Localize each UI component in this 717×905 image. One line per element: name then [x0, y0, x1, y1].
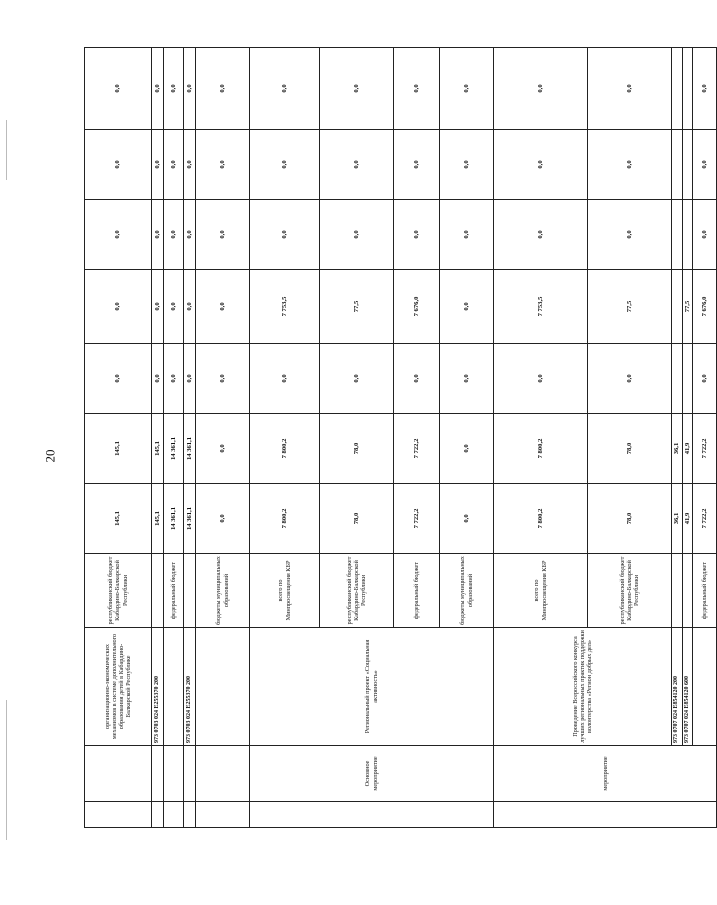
cell-value: 7 722,2 [394, 484, 440, 554]
cell-blank [184, 554, 196, 628]
cell-value: 0,0 [320, 200, 394, 270]
cell-value: 7 800,2 [494, 414, 588, 484]
cell-value: 78,0 [320, 484, 394, 554]
table-row [196, 48, 250, 828]
cell-value: 0,0 [196, 48, 250, 130]
cell-blank [164, 628, 184, 746]
cell-value: 7 753,5 [250, 270, 320, 344]
scan-artifact [6, 700, 7, 840]
cell-value: 7 722,2 [394, 414, 440, 484]
cell-value: 14 361,1 [164, 414, 184, 484]
cell-value: 0,0 [250, 130, 320, 200]
table-body [85, 48, 717, 828]
cell-value [672, 130, 683, 200]
cell-value: 0,0 [196, 200, 250, 270]
cell-value: 0,0 [164, 130, 184, 200]
cell-value: 0,0 [440, 270, 494, 344]
cell-budget-code: 973 0703 024 E255370 200 [152, 628, 164, 746]
cell-blank [196, 746, 250, 802]
cell-value: 145,1 [152, 414, 164, 484]
cell-blank [164, 746, 184, 802]
cell-value: 0,0 [394, 200, 440, 270]
cell-value: 0,0 [250, 200, 320, 270]
cell-value: 41,9 [682, 414, 693, 484]
cell-value: 0,0 [588, 130, 672, 200]
cell-blank [184, 746, 196, 802]
cell-value: 36,1 [672, 484, 683, 554]
cell-blank [85, 802, 152, 828]
cell-value: 0,0 [184, 344, 196, 414]
cell-source: республиканский бюджет Кабардино-Балкарской Республики [320, 554, 394, 628]
cell-event: организационно-экономических механизмов в системе дополнительного образования детей в Кабардино-Балкарской Республике [85, 628, 152, 746]
cell-value: 0,0 [184, 270, 196, 344]
cell-value [672, 270, 683, 344]
cell-value: 0,0 [184, 130, 196, 200]
cell-value: 0,0 [250, 344, 320, 414]
cell-value [672, 200, 683, 270]
table-row [184, 48, 196, 828]
cell-value: 0,0 [196, 484, 250, 554]
cell-source: федеральный бюджет [394, 554, 440, 628]
cell-value: 0,0 [588, 200, 672, 270]
cell-value: 0,0 [152, 344, 164, 414]
cell-value: 0,0 [440, 48, 494, 130]
cell-activity-type: Основное мероприятие [250, 746, 494, 802]
cell-value [682, 200, 693, 270]
cell-value: 7 800,2 [494, 484, 588, 554]
cell-blank [672, 554, 683, 628]
cell-value: 0,0 [164, 270, 184, 344]
cell-value: 7 722,2 [693, 414, 717, 484]
cell-value: 0,0 [196, 270, 250, 344]
cell-value: 0,0 [440, 344, 494, 414]
cell-blank [164, 802, 184, 828]
cell-value: 0,0 [320, 344, 394, 414]
cell-blank [693, 628, 717, 746]
cell-value: 0,0 [196, 130, 250, 200]
cell-source: федеральный бюджет [693, 554, 717, 628]
cell-value: 0,0 [85, 270, 152, 344]
cell-value: 7 753,5 [494, 270, 588, 344]
table-row [682, 48, 693, 828]
cell-value: 145,1 [85, 414, 152, 484]
cell-value: 0,0 [440, 414, 494, 484]
cell-blank [85, 746, 152, 802]
cell-value: 0,0 [494, 200, 588, 270]
cell-blank [152, 802, 164, 828]
cell-value: 0,0 [152, 48, 164, 130]
cell-value: 77,5 [320, 270, 394, 344]
cell-value: 0,0 [588, 48, 672, 130]
cell-value: 0,0 [164, 48, 184, 130]
cell-budget-code: 973 0707 024 E854120 200 [672, 628, 683, 746]
cell-value: 0,0 [394, 344, 440, 414]
cell-value: 0,0 [693, 48, 717, 130]
cell-value: 0,0 [320, 48, 394, 130]
cell-value: 0,0 [494, 130, 588, 200]
cell-value: 0,0 [164, 344, 184, 414]
cell-value: 0,0 [152, 270, 164, 344]
table-row [152, 48, 164, 828]
cell-blank [196, 628, 250, 746]
cell-value: 0,0 [693, 200, 717, 270]
cell-value: 14 361,1 [184, 484, 196, 554]
cell-value: 7 676,0 [394, 270, 440, 344]
cell-value: 0,0 [85, 200, 152, 270]
cell-blank [250, 802, 494, 828]
cell-value: 77,5 [682, 270, 693, 344]
cell-value: 0,0 [320, 130, 394, 200]
cell-event: Проведение Всероссийского конкурса лучших региональных практик поддержки волонтерства «Регион добрых дел» [494, 628, 672, 746]
cell-activity-type: мероприятие [494, 746, 717, 802]
cell-value: 7 800,2 [250, 414, 320, 484]
cell-budget-code: 973 0707 024 E854120 600 [682, 628, 693, 746]
cell-value: 78,0 [320, 414, 394, 484]
cell-source: республиканский бюджет Кабардино-Балкарской Республики [588, 554, 672, 628]
cell-budget-code: 973 0703 024 E255370 200 [184, 628, 196, 746]
page-number: 20 [42, 449, 58, 463]
cell-value: 77,5 [588, 270, 672, 344]
cell-value [682, 344, 693, 414]
cell-source: всего по Минпросвещения КБР [494, 554, 588, 628]
cell-value: 14 361,1 [164, 484, 184, 554]
cell-value: 0,0 [693, 130, 717, 200]
cell-value: 78,0 [588, 414, 672, 484]
cell-value: 0,0 [250, 48, 320, 130]
budget-table [84, 47, 717, 828]
table-row [164, 48, 184, 828]
cell-value: 0,0 [693, 344, 717, 414]
cell-value: 145,1 [85, 484, 152, 554]
cell-value: 14 361,1 [184, 414, 196, 484]
cell-blank [196, 802, 250, 828]
rotated-table-frame [84, 48, 709, 828]
cell-value: 7 676,0 [693, 270, 717, 344]
cell-event: Региональный проект «Социальная активность» [250, 628, 494, 746]
cell-value: 41,9 [682, 484, 693, 554]
cell-value: 7 800,2 [250, 484, 320, 554]
cell-source: бюджеты муниципальных образований [196, 554, 250, 628]
cell-value: 0,0 [184, 200, 196, 270]
cell-value: 0,0 [440, 484, 494, 554]
cell-value: 0,0 [164, 200, 184, 270]
cell-value: 0,0 [184, 48, 196, 130]
cell-value: 0,0 [152, 200, 164, 270]
cell-value: 0,0 [196, 414, 250, 484]
cell-blank [494, 802, 717, 828]
cell-value: 0,0 [85, 344, 152, 414]
cell-value [672, 344, 683, 414]
table-row [494, 48, 588, 828]
table-row [672, 48, 683, 828]
cell-value: 0,0 [588, 344, 672, 414]
cell-value: 0,0 [440, 200, 494, 270]
cell-value: 0,0 [440, 130, 494, 200]
cell-value [672, 48, 683, 130]
cell-value [682, 130, 693, 200]
cell-source: республиканский бюджет Кабардино-Балкарской Республики [85, 554, 152, 628]
cell-value: 0,0 [494, 344, 588, 414]
cell-value: 0,0 [85, 48, 152, 130]
cell-source: бюджеты муниципальных образований [440, 554, 494, 628]
table-row [693, 48, 717, 828]
cell-value: 0,0 [494, 48, 588, 130]
cell-blank [152, 554, 164, 628]
cell-blank [184, 802, 196, 828]
cell-value: 0,0 [196, 344, 250, 414]
cell-value: 145,1 [152, 484, 164, 554]
cell-value: 7 722,2 [693, 484, 717, 554]
cell-value: 0,0 [85, 130, 152, 200]
table-row [250, 48, 320, 828]
cell-blank [152, 746, 164, 802]
cell-value: 0,0 [394, 48, 440, 130]
cell-value: 0,0 [152, 130, 164, 200]
table-row [85, 48, 152, 828]
scan-artifact [6, 120, 7, 180]
cell-value: 0,0 [394, 130, 440, 200]
cell-blank [682, 554, 693, 628]
cell-source: федеральный бюджет [164, 554, 184, 628]
cell-source: всего по Минпросвещения КБР [250, 554, 320, 628]
cell-value: 78,0 [588, 484, 672, 554]
cell-value: 36,1 [672, 414, 683, 484]
cell-value [682, 48, 693, 130]
